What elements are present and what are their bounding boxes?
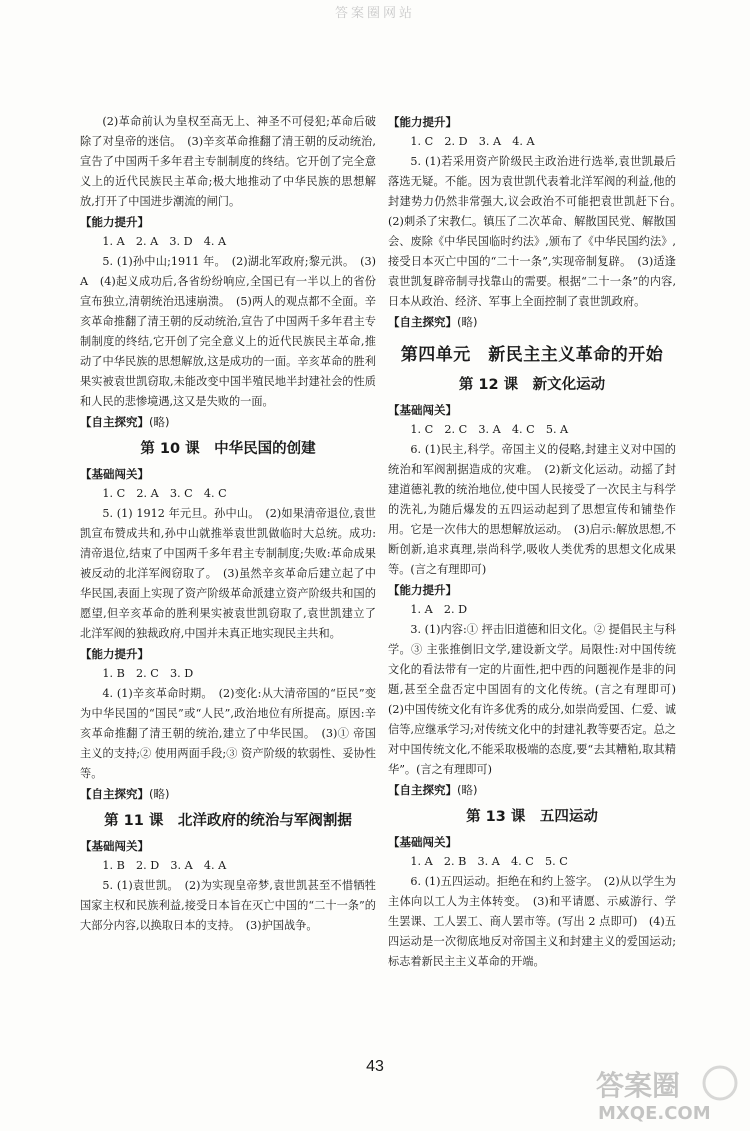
unit-title: 第四单元 新民主主义革命的开始 xyxy=(400,345,664,365)
answer-line: 1. A 2. B 3. A 4. C 5. C xyxy=(410,855,568,868)
watermark-line2: MXQE.COM xyxy=(598,1103,711,1124)
answer-paragraph: 5. (1)孙中山;1911 年。 (2)湖北军政府;黎元洪。 (3) A (4)起义成功后,各省纷纷响应,全国已有一半以上的省份宣布独立,清朝统治迅速崩溃。 (5)两人的观点都不全面。辛亥革命推翻了清王朝的反动统治,宣告了中国两千多年君主专制制度的终结,它开创了完全意义上的近代民族民主革命,推动了中华民族的思想解放,这是成功的一面。辛亥革命的胜利果实被袁世凯窃取,未能改变中国半殖民地半封建社会的性质和人民的悲惨境遇,这又是失败的一面。 xyxy=(80,255,376,408)
lesson-title: 第 13 课 五四运动 xyxy=(466,809,598,825)
explore-label: 【自主探究】 xyxy=(80,787,149,801)
lesson-title: 第 12 课 新文化运动 xyxy=(458,377,606,393)
explore-label: 【自主探究】 xyxy=(80,415,149,429)
section-heading xyxy=(80,412,376,432)
explore-label: 【自主探究】 xyxy=(388,783,457,797)
section-heading: 【能力提升】 xyxy=(388,583,457,597)
answer-paragraph: 5. (1) 1912 年元旦。孙中山。 (2)如果清帝退位,袁世凯宣布赞成共和,孙中山就推举袁世凯做临时大总统。成功:清帝退位,结束了中国两千多年君主专制制度;失败:革命成果被反动的北洋军阀窃取了。 (3)虽然辛亥革命后建立起了中华民国,表面上实现了资产阶级革命派建立资产阶级共和国的愿望,但辛亥革命的胜利果实被袁世凯窃取了,袁世凯建立了北洋军阀的独裁政府,中国并未真正地实现民主共和。 xyxy=(80,507,376,640)
answer-paragraph: 5. (1)若采用资产阶级民主政治进行选举,袁世凯最后落选无疑。不能。因为袁世凯代表着北洋军阀的利益,他的封建势力仍然非常强大,议会政治不可能把袁世凯赶下台。 (2)刺杀了宋教仁。镇压了二次革命、解散国民党、解散国会、废除《中华民国临时约法》,颁布了《中华民国约法》,接受日本灭亡中国的“二十一条”,实现帝制复辟。 (3)适逢袁世凯复辟帝制寻找靠山的需要。根据“二十一条”的内容,日本从政治、经济、军事上全面控制了袁世凯政府。 xyxy=(388,155,688,308)
explore-value: (略) xyxy=(149,787,170,801)
section-heading: 【基础闯关】 xyxy=(388,403,457,417)
lesson-title: 第 10 课 中华民国的创建 xyxy=(140,441,316,457)
left-column xyxy=(80,112,376,936)
section-heading: 【基础闯关】 xyxy=(388,835,457,849)
right-column xyxy=(388,112,688,972)
page-number: 43 xyxy=(366,1058,384,1075)
answer-paragraph: (2)革命前认为皇权至高无上、神圣不可侵犯;革命后破除了对皇帝的迷信。 (3)辛亥革命推翻了清王朝的反动统治,宣告了中国两千多年君主专制制度的终结。它开创了完全意义上的近代民族民主革命;极大地推动了中华民族的思想解放,打开了中国进步潮流的闸门。 xyxy=(80,115,376,208)
answer-paragraph: 6. (1)民主,科学。帝国主义的侵略,封建主义对中国的统治和军阀割据造成的灾难。 (2)新文化运动。动摇了封建道德礼教的统治地位,使中国人民接受了一次民主与科学的洗礼,为随后爆发的五四运动起到了思想宣传和铺垫作用。它是一次伟大的思想解放运动。 (3)启示:解放思想,不断创新,追求真理,崇尚科学,吸收人类优秀的思想文化成果等。(言之有理即可) xyxy=(388,443,676,576)
answer-line: 1. C 2. A 3. C 4. C xyxy=(102,487,227,500)
section-heading: 【基础闯关】 xyxy=(80,839,149,853)
watermark-line1: 答案圈 xyxy=(596,1069,681,1102)
section-heading xyxy=(80,784,376,804)
answer-line: 1. B 2. D 3. A 4. A xyxy=(102,859,227,872)
watermark-circle-icon xyxy=(704,1067,736,1099)
section-heading: 【能力提升】 xyxy=(80,647,149,661)
answer-paragraph: 6. (1)五四运动。拒绝在和约上签字。 (2)从以学生为主体向以工人为主体转变。 (3)和平请愿、示威游行、学生罢课、工人罢工、商人罢市等。(写出 2 点即可) (4)五四运动是一次彻底地反对帝国主义和封建主义的爱国运动;标志着新民主主义革命的开端。 xyxy=(388,875,676,968)
explore-value: (略) xyxy=(457,315,478,329)
watermark-logo xyxy=(592,1061,742,1125)
explore-value: (略) xyxy=(149,415,170,429)
answer-paragraph: 5. (1)袁世凯。 (2)为实现皇帝梦,袁世凯甚至不惜牺牲国家主权和民族利益,接受日本旨在灭亡中国的“二十一条”的大部分内容,以换取日本的支持。 (3)护国战争。 xyxy=(80,879,376,932)
explore-label: 【自主探究】 xyxy=(388,315,457,329)
top-watermark: 答案圈网站 xyxy=(334,6,415,21)
answer-line: 1. C 2. D 3. A 4. A xyxy=(410,135,535,148)
section-heading: 【基础闯关】 xyxy=(80,467,149,481)
answer-line: 1. B 2. C 3. D xyxy=(102,667,194,680)
answer-paragraph: 3. (1)内容:① 抨击旧道德和旧文化。② 提倡民主与科学。③ 主张推倒旧文学,建设新文学。局限性:对中国传统文化的看法带有一定的片面性,把中西的问题视作是非的问题,甚至全盘否定中国固有的文化传统。(言之有理即可) (2)中国传统文化有许多优秀的成分,如崇尚爱国、仁爱、诚信等,应继承学习;对传统文化中的封建礼教等要否定。总之对中国传统文化,不能采取极端的态度,要“去其糟粕,取其精华”。(言之有理即可) xyxy=(388,623,688,776)
section-heading: 【能力提升】 xyxy=(388,115,457,129)
answer-line: 1. A 2. A 3. D 4. A xyxy=(102,235,227,248)
section-heading xyxy=(388,312,676,332)
section-heading: 【能力提升】 xyxy=(80,215,149,229)
answer-line: 1. A 2. D xyxy=(410,603,468,616)
explore-value: (略) xyxy=(457,783,478,797)
lesson-title: 第 11 课 北洋政府的统治与军阀割据 xyxy=(104,813,352,829)
answer-paragraph: 4. (1)辛亥革命时期。 (2)变化:从大清帝国的“臣民”变为中华民国的“国民”或“人民”,政治地位有所提高。原因:辛亥革命推翻了清王朝的统治,建立了中华民国。 (3)① 帝国主义的支持;② 使用两面手段;③ 资产阶级的软弱性、妥协性等。 xyxy=(80,687,376,780)
answer-line: 1. C 2. C 3. A 4. C 5. A xyxy=(410,423,569,436)
section-heading xyxy=(388,780,676,800)
